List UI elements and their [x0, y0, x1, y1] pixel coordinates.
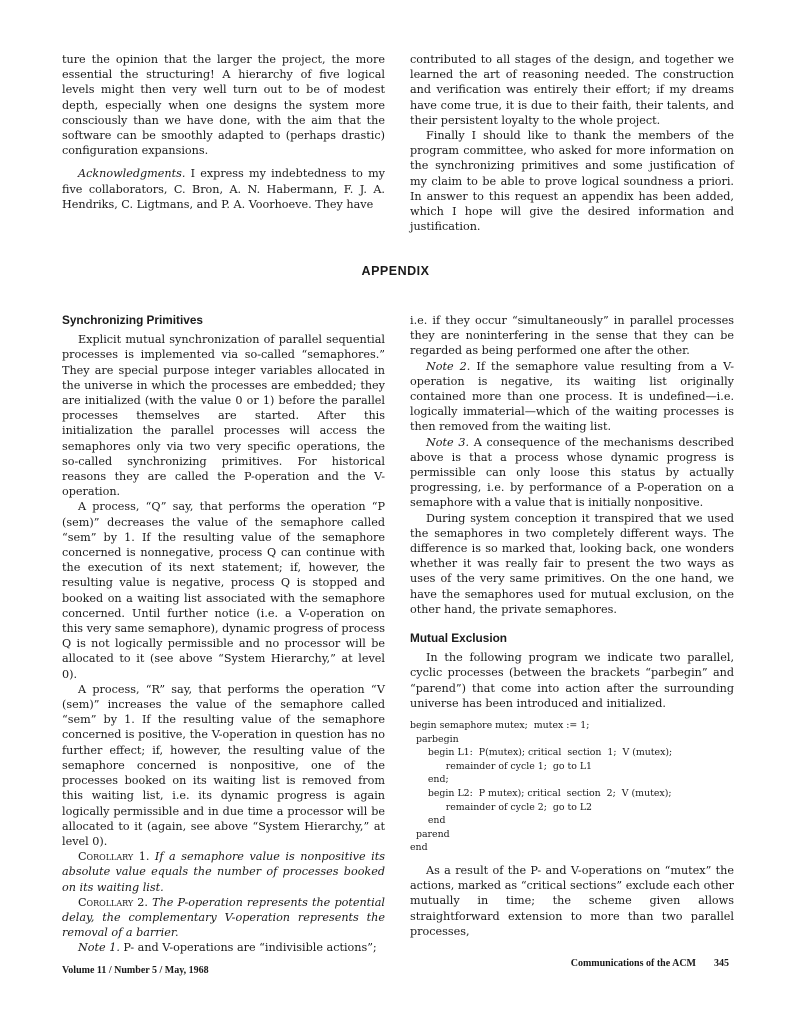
note-1-label: Note 1. [78, 941, 120, 955]
footer-journal [571, 958, 729, 969]
body-paragraph: As a result of the P- and V-operations on “mutex” the actions, marked as “critical sections” exclude each other mutually in time; the scheme given allows straightforward extension to more than two parallel processes, [410, 864, 734, 938]
footer-issue: Volume 11 / Number 5 / May, 1968 [62, 965, 209, 976]
top-left-column [62, 52, 385, 212]
acknowledgments-paragraph [62, 166, 385, 212]
note-3-text: A consequence of the mechanisms described above is that a process whose dynamic progress is permissible can only loose this status by actually progressing, i.e. by performance of a P-operation on a semaphore with a value that is initially nonpositive. [410, 435, 734, 510]
page-number: 345 [714, 958, 729, 969]
top-right-column [410, 52, 734, 234]
program-listing: begin semaphore mutex; mutex := 1; parbegin begin L1: P(mutex); critical section 1; V (mutex); remainder of cycle 1; go to L1 end; begin L2: P mutex); critical section 2; V (mutex); remainder of cycle 2; go to L2 end parend end [410, 720, 673, 854]
body-paragraph: Explicit mutual synchronization of parallel sequential processes is implemented via so-called “semaphores.” They are special purpose integer variables allocated in the universe in which the processes are embedded; they are initialized (with the value 0 or 1) before the parallel processes themselves are started. After this initialization the parallel processes will access the semaphores only via two very specific operations, the so-called synchronizing primitives. For historical reasons they are called the P-operation and the V-operation. [62, 333, 385, 499]
corollary-1-label: Corollary 1. [78, 850, 150, 864]
appendix-right-column [410, 313, 734, 939]
corollary-2 [62, 895, 385, 941]
note-3 [410, 435, 734, 511]
section-heading-mutual-exclusion: Mutual Exclusion [410, 631, 508, 646]
note-2 [410, 359, 734, 435]
body-paragraph: In the following program we indicate two parallel, cyclic processes (between the brackets “parbegin” and “parend”) that come into action after the surrounding universe has been introduced and initialized. [410, 651, 734, 710]
body-paragraph: A process, “Q” say, that performs the operation “P (sem)” decreases the value of the semaphore called “sem” by 1. If the resulting value of the semaphore concerned is nonnegative, process Q can continue with the execution of its next statement; if, however, the resulting value is negative, process Q is stopped and booked on a waiting list associated with the semaphore concerned. Until further notice (i.e. a V-operation on this very same semaphore), dynamic progress of process Q is not logically permissible and no processor will be allocated to it (see above “System Hierarchy,” at level 0). [62, 500, 385, 681]
note-2-text: If the semaphore value resulting from a V-operation is negative, its waiting list originally contained more than one process. It is undefined—i.e. logically immaterial—which of the waiting processes is then removed from the waiting list. [410, 359, 734, 434]
body-paragraph: A process, “R” say, that performs the operation “V (sem)” increases the value of the semaphore called “sem” by 1. If the resulting value of the semaphore concerned is positive, the V-operation in question has no further effect; if, however, the resulting value of the semaphore concerned is nonpositive, one of the processes booked on its waiting list is removed from this waiting list, i.e. its dynamic progress is again logically permissible and in due time a processor will be allocated to it (again, see above “System Hierarchy,” at level 0). [62, 682, 385, 848]
body-paragraph: contributed to all stages of the design, and together we learned the art of reasoning needed. The construction and verification was entirely their effort; if my dreams have come true, it is due to their faith, their talents, and their persistent loyalty to the whole project. [410, 53, 734, 127]
appendix-title: APPENDIX [361, 264, 430, 278]
journal-name: Communications of the ACM [570, 958, 696, 969]
note-2-label: Note 2. [426, 359, 471, 373]
acknowledgments-label: Acknowledgments. [78, 167, 186, 181]
body-paragraph: During system conception it transpired that we used the semaphores in two completely different ways. The difference is so marked that, looking back, one wonders whether it was really fair to present the two ways as uses of the very same primitives. On the one hand, we have the semaphores used for mutual exclusion, on the other hand, the private semaphores. [410, 511, 734, 616]
note-3-label: Note 3. [426, 435, 470, 449]
corollary-1 [62, 849, 385, 895]
corollary-2-text: The P-operation represents the potential delay, the complementary V-operation represents the removal of a barrier. [62, 895, 385, 940]
note-1-text: P- and V-operations are “indivisible actions”; [119, 941, 377, 955]
note-1 [62, 940, 385, 955]
corollary-1-text: If a semaphore value is nonpositive its absolute value equals the number of processes booked on its waiting list. [62, 850, 385, 894]
acknowledgments-text: I express my indebtedness to my five collaborators, C. Bron, A. N. Habermann, F. J. A. Hendriks, C. Ligtmans, and P. A. Voorhoeve. They have [62, 167, 385, 211]
body-paragraph: i.e. if they occur “simultaneously” in parallel processes they are noninterfering in the sense that they can be regarded as being performed one after the other. [410, 314, 734, 358]
section-heading-synchronizing-primitives: Synchronizing Primitives [62, 313, 203, 327]
body-paragraph: Finally I should like to thank the members of the program committee, who asked for more information on the synchronizing primitives and some justification of my claim to be able to prove logical soundness a priori. In answer to this request an appendix has been added, which I hope will give the desired information and justification. [410, 129, 734, 234]
body-paragraph: ture the opinion that the larger the project, the more essential the structuring! A hierarchy of five logical levels might then very well turn out to be of modest depth, especially when one designs the system more consciously than we have done, with the aim that the software can be smoothly adapted to (perhaps drastic) configuration expansions. [62, 53, 385, 158]
appendix-left-column [62, 313, 385, 956]
corollary-2-label: Corollary 2. [78, 895, 148, 909]
